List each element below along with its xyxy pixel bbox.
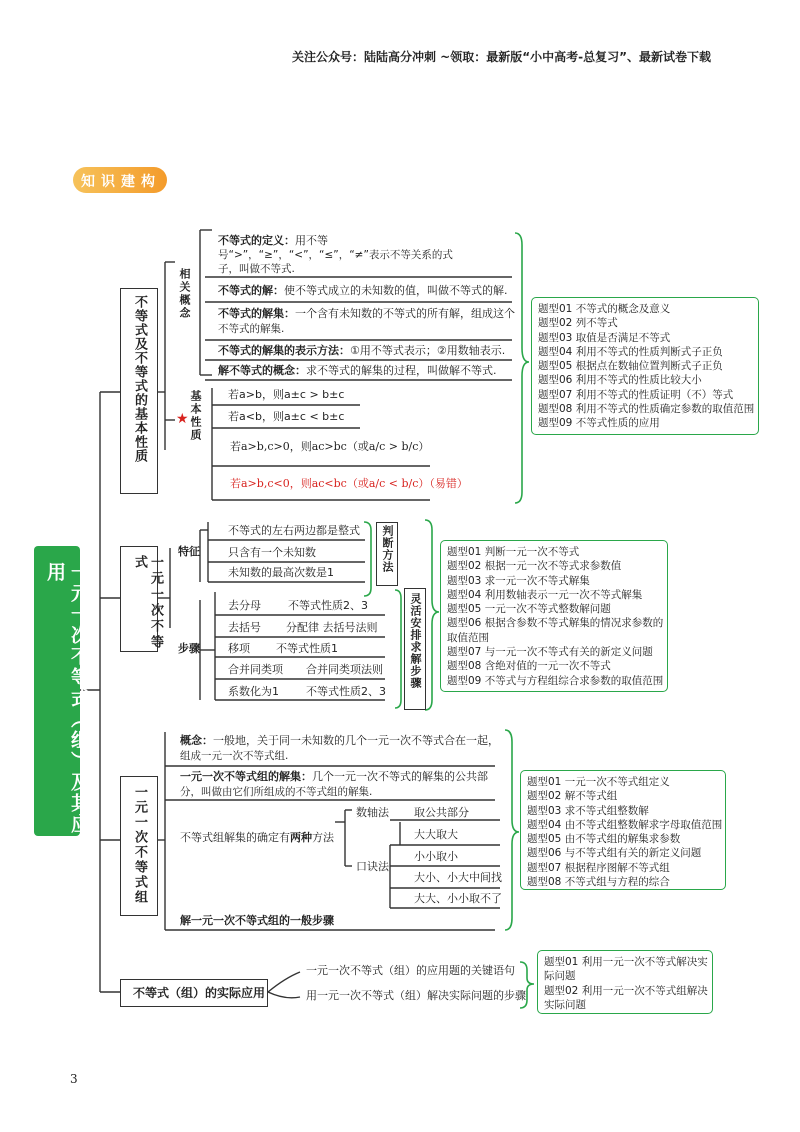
system-solution-set-line2: 分，叫做由它们所组成的不等式组的解集. (180, 786, 373, 798)
flexible-steps-box (404, 588, 426, 710)
question-types-box-4 (537, 950, 713, 1014)
branch-linear-inequality (120, 546, 163, 652)
branch-title: 不等式（组）的实际应用 (133, 986, 266, 1000)
question-type: 题型06 与不等式组有关的新定义问题 (527, 847, 702, 860)
question-type: 题型02 根据一元一次不等式求参数值 (447, 560, 622, 573)
step-2-rule: 分配律 去括号法则 (286, 621, 378, 634)
question-type: 实际问题 (544, 998, 586, 1011)
knowledge-badge (73, 167, 167, 193)
branch-practical-application (120, 979, 268, 1007)
star-icon: ★ (176, 411, 189, 427)
badge-char: 知 (81, 174, 95, 190)
system-concept: 概念：一般地，关于同一未知数的几个一元一次不等式合在一起， (180, 734, 499, 747)
question-type: 题型04 利用不等式的性质判断式子正负 (538, 345, 723, 358)
question-type: 题型04 由不等式组整数解求字母取值范围 (527, 818, 723, 831)
concept-definition-line2: 号“>”，“≥”，“<”，“≤”，“≠”表示不等关系的式 (218, 249, 453, 261)
question-type: 题型08 含绝对值的一元一次不等式 (447, 660, 611, 673)
feature-2: 只含有一个未知数 (228, 546, 316, 559)
related-concepts-label: 相关概念 (178, 268, 191, 320)
question-type: 题型05 由不等式组的解集求参数 (527, 833, 681, 846)
axis-method-rule: 取公共部分 (414, 806, 469, 819)
step-4-name: 合并同类项 (228, 663, 283, 676)
system-concept-line2: 组成一元一次不等式组. (180, 750, 289, 762)
chant-1: 大大取大 (414, 828, 458, 841)
feature-label: 特征 (178, 545, 200, 558)
property-1: 若a>b，则a±c > b±c (228, 388, 345, 401)
question-type: 题型01 一元一次不等式组定义 (527, 776, 670, 788)
step-5-rule: 不等式性质2、3 (306, 685, 386, 698)
badge-char: 构 (141, 174, 155, 190)
branch-title: 不等式及不等式的基本性质 (132, 295, 147, 463)
question-type: 题型06 根据含参数不等式解集的情况求参数的 (447, 617, 664, 630)
badge-char: 识 (101, 174, 115, 190)
question-type: 题型02 利用一元一次不等式组解决 (544, 984, 708, 997)
concept-definition: 不等式的定义：用不等 (218, 234, 328, 247)
basic-properties-label: 基本性质 (189, 390, 202, 442)
question-type: 题型03 求不等式组整数解 (527, 804, 649, 817)
property-4: 若a>b,c<0，则ac<bc（或a/c < b/c）（易错） (230, 477, 468, 490)
judge-method: 判断方法 (381, 525, 394, 573)
question-type: 题型07 与一元一次不等式有关的新定义问题 (447, 646, 653, 659)
branch-inequality-system (120, 776, 158, 916)
question-type: 题型03 求一元一次不等式解集 (447, 574, 590, 587)
step-5-name: 系数化为1 (228, 685, 279, 698)
question-type: 题型03 取值是否满足不等式 (538, 331, 671, 344)
branch-inequality-basics (120, 288, 158, 494)
question-type: 题型07 利用不等式的性质证明（不）等式 (538, 388, 734, 401)
question-type: 题型09 不等式性质的应用 (538, 417, 660, 430)
question-types-box-1 (531, 297, 759, 435)
flexible-steps: 灵活安排求解步骤 (409, 593, 422, 689)
chant-2: 小小取小 (414, 850, 458, 863)
branch-title: 一元一次不等式组 (132, 785, 147, 905)
question-type: 际问题 (544, 970, 576, 983)
step-2-name: 去括号 (228, 621, 261, 634)
question-type: 题型08 利用不等式的性质确定参数的取值范围 (538, 403, 755, 416)
chant-4: 大大、小小取不了 (414, 892, 502, 905)
step-1-name: 去分母 (228, 599, 261, 612)
chant-3: 大小、小大中间找 (414, 871, 502, 884)
concept-solving: 解不等式的概念：求不等式的解集的过程，叫做解不等式. (218, 364, 497, 377)
question-type: 题型01 不等式的概念及意义 (538, 303, 671, 315)
two-methods: 不等式组解集的确定有两种方法 (180, 831, 334, 844)
question-type: 题型04 利用数轴表示一元一次不等式解集 (447, 588, 643, 601)
concept-solution-set-line2: 不等式的解集. (218, 323, 285, 335)
application-1: 一元一次不等式（组）的应用题的关键语句 (306, 964, 515, 977)
chant-method: 口诀法 (356, 860, 389, 873)
question-type: 题型08 不等式组与方程的综合 (527, 876, 670, 889)
property-2: 若a<b，则a±c < b±c (228, 410, 345, 423)
steps-label: 步骤 (178, 642, 200, 655)
page-header: 关注公众号：陆陆高分冲刺 ~领取：最新版“小中高考-总复习”、最新试卷下载 (292, 50, 711, 64)
question-type: 题型01 利用一元一次不等式解决实 (544, 956, 708, 968)
badge-char: 建 (121, 174, 135, 190)
question-type: 取值范围 (447, 631, 489, 644)
question-type: 题型01 判断一元一次不等式 (447, 546, 580, 558)
question-types-box-2 (440, 540, 668, 692)
feature-3: 未知数的最高次数是1 (228, 566, 334, 579)
application-2: 用一元一次不等式（组）解决实际问题的步骤 (306, 989, 526, 1002)
axis-method: 数轴法 (356, 806, 389, 819)
concept-solution-set: 不等式的解集：一个含有未知数的不等式的所有解，组成这个 (218, 307, 515, 320)
question-type: 题型06 利用不等式的性质比较大小 (538, 374, 702, 387)
system-solution-set: 一元一次不等式组的解集：几个一元一次不等式的解集的公共部 (180, 770, 488, 783)
step-1-rule: 不等式性质2、3 (288, 599, 368, 612)
feature-1: 不等式的左右两边都是整式 (228, 524, 360, 537)
question-type: 题型09 不等式与方程组综合求参数的取值范围 (447, 674, 664, 687)
concept-representation: 不等式的解集的表示方法：①用不等式表示；②用数轴表示. (218, 344, 506, 357)
step-3-rule: 不等式性质1 (276, 642, 338, 655)
step-3-name: 移项 (228, 642, 250, 655)
judge-method-box (376, 522, 398, 586)
branch-title: 一元一次不等式 (132, 555, 163, 651)
concept-definition-line3: 子，叫做不等式. (218, 263, 295, 275)
question-type: 题型02 列不等式 (538, 317, 618, 330)
system-steps: 解一元一次不等式组的一般步骤 (180, 914, 334, 927)
question-type: 题型02 解不等式组 (527, 790, 618, 803)
property-3: 若a>b,c>0，则ac>bc（或a/c > b/c） (230, 440, 430, 453)
root-title: 一元一次不等式（组）及其应用 (44, 562, 90, 835)
page-number: 3 (70, 1072, 78, 1086)
question-type: 题型05 一元一次不等式整数解问题 (447, 603, 611, 616)
concept-solution: 不等式的解：使不等式成立的未知数的值，叫做不等式的解. (218, 284, 508, 297)
root-node (34, 546, 90, 836)
step-4-rule: 合并同类项法则 (306, 663, 383, 676)
question-type: 题型05 根据点在数轴位置判断式子正负 (538, 360, 723, 373)
question-types-box-3 (520, 770, 726, 890)
question-type: 题型07 根据程序图解不等式组 (527, 861, 670, 874)
